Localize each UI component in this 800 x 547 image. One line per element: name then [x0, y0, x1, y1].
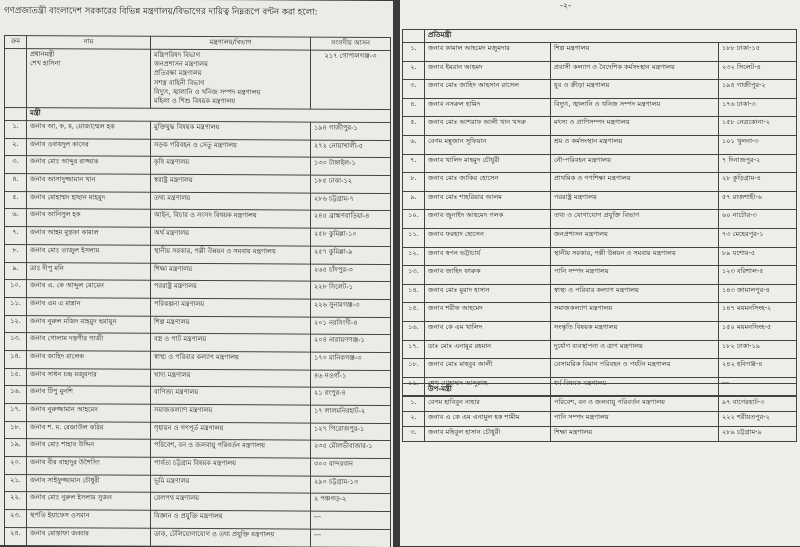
- row-ministry: মৎস্য ও প্রাণিসম্পদ মন্ত্রণালয়: [551, 117, 719, 136]
- table-row: [403, 98, 797, 117]
- row-name: জনাব শ. ম. রেজাউল করিম: [27, 421, 151, 439]
- row-ministry: ধর্ম বিষয়ক মন্ত্রণালয়: [551, 377, 719, 396]
- row-ministry: সড়ক পরিবহন ও সেতু মন্ত্রণালয়: [151, 139, 311, 158]
- row-ministry: বিদ্যুৎ, জ্বালানি ও খনিজ সম্পদ মন্ত্রণালয়: [551, 98, 719, 117]
- row-seat: ২২২ শরীয়তপুর-২: [719, 412, 797, 427]
- row-seat: ১৫৮ নেত্রকোনা-২: [719, 117, 797, 136]
- row-seat: ৯৭ বাগেরহাট-৩: [719, 397, 797, 412]
- table-row: [5, 174, 391, 194]
- row-seat: ২ পঞ্চগড়-২: [311, 494, 391, 512]
- row-sl: ১.: [5, 120, 27, 138]
- table-row: [403, 117, 797, 136]
- row-sl: ২.: [403, 412, 425, 427]
- row-seat: ২০১ নরসিংদী-৪: [311, 317, 391, 335]
- row-name: ডাঃ মোঃ এনামুর রহমান: [425, 340, 551, 359]
- row-seat: ২৯০ চট্টগ্রাম-১৩: [311, 476, 391, 494]
- row-seat: ২৮ কুড়িগ্রাম-৪: [719, 173, 797, 192]
- row-sl: ৯.: [403, 191, 425, 210]
- row-ministry: কৃষি মন্ত্রণালয়: [151, 157, 311, 176]
- table-row: [5, 244, 391, 264]
- row-name: জনাব ফরহাদ হোসেন: [425, 228, 551, 247]
- row-sl: ৪.: [5, 174, 27, 192]
- row-seat: ২০৪ নারায়ণগঞ্জ-১: [311, 334, 391, 352]
- table-row: [403, 43, 797, 62]
- row-name: জনাব মোঃ নুরুল ইসলাম সুজন: [27, 492, 151, 510]
- row-ministry: গৃহায়ন ও গণপূর্ত মন্ত্রণালয়: [151, 422, 311, 441]
- row-sl: ১৮.: [5, 421, 27, 439]
- pm-name: শেখ হাসিনা: [30, 59, 61, 68]
- table-row: [403, 359, 797, 378]
- row-seat: ৮৯ যশোর-৫: [719, 247, 797, 266]
- table-row: [403, 80, 797, 99]
- state-ministers-subhead: [403, 30, 797, 43]
- row-ministry: শ্রম ও কর্মসংস্থান মন্ত্রণালয়: [551, 135, 719, 154]
- row-ministry: আইন, বিচার ও সংসদ বিষয়ক মন্ত্রণালয়: [151, 210, 311, 229]
- row-seat: ২৩২ সিলেট-৪: [719, 61, 797, 80]
- row-name: জনাব জাহিদ মালেক: [27, 351, 151, 369]
- table-row: [5, 227, 391, 247]
- table-row: [403, 173, 797, 192]
- col-ministry: মন্ত্রণালয়/বিভাগ: [151, 36, 311, 50]
- row-seat: ৬০ নাটোর-৩: [719, 210, 797, 229]
- row-sl: ১৪.: [403, 284, 425, 303]
- row-sl: ১৩.: [403, 266, 425, 285]
- row-seat: ২২৬ সুনামগঞ্জ-৩: [311, 299, 391, 317]
- row-seat: ১৭ লালমনিরহাট-২: [311, 405, 391, 423]
- row-name: জনাব মোঃ মাহবুব আলী: [425, 359, 551, 378]
- table-row: [403, 340, 797, 359]
- row-seat: ১৩০ টাঙ্গাইল-১: [311, 157, 391, 175]
- state-ministers-table: [402, 29, 797, 396]
- row-sl: ১.: [403, 397, 425, 412]
- row-sl: ৩.: [403, 80, 425, 99]
- table-row: [403, 303, 797, 322]
- row-ministry: পরিবেশ, বন ও জলবায়ু পরিবর্তন মন্ত্রণালয়: [151, 440, 311, 459]
- table-row: [5, 350, 391, 370]
- row-sl: ২.: [403, 61, 425, 80]
- row-name: জনাব মোঃ শাহাব উদ্দিন: [27, 439, 151, 457]
- row-seat: ---: [311, 511, 391, 529]
- row-name: জনাব খালিদ মাহমুদ চৌধুরী: [425, 154, 551, 173]
- table-row: [5, 439, 391, 459]
- pm-name-cell: [27, 49, 151, 109]
- row-ministry: বাণিজ্য মন্ত্রণালয়: [151, 387, 311, 406]
- row-name: জনাব নুরুল মজিদ মাহমুদ হুমায়ূন: [27, 315, 151, 333]
- col-name: নাম: [27, 36, 151, 50]
- row-sl: ১০.: [403, 210, 425, 229]
- row-name: জনাব জাহিদ ফারুক: [425, 266, 551, 285]
- row-ministry: স্বাস্থ্য ও পরিবার কল্যাণ মন্ত্রণালয়: [551, 284, 719, 303]
- row-ministry: তথ্য মন্ত্রণালয়: [151, 192, 311, 211]
- pm-seat: ২১৭ গোপালগঞ্জ-৩: [311, 50, 391, 109]
- table-row: [5, 315, 391, 335]
- row-name: শেখ মোহাম্মদ আব্দুল্লাহ: [425, 377, 551, 396]
- row-seat: ৭ দিনাজপুর-২: [719, 154, 797, 173]
- row-ministry: শিক্ষা মন্ত্রণালয়: [551, 427, 719, 442]
- row-sl: ৯.: [5, 262, 27, 280]
- table-row: [403, 135, 797, 154]
- row-ministry: অর্থ মন্ত্রণালয়: [151, 227, 311, 246]
- row-name: জনাব মোঃ আব্দুর রাজ্জাক: [27, 156, 151, 174]
- row-name: জনাব বীর বাহাদুর উশৈসিং: [27, 457, 151, 475]
- row-name: জনাব মোঃ তাজুল ইসলাম: [27, 244, 151, 262]
- row-name: জনাব মোহাম্মদ হাছান মাহমুদ: [27, 191, 151, 209]
- row-sl: ১০.: [5, 280, 27, 298]
- row-sl: ৬.: [5, 209, 27, 227]
- row-name: জনাব আনিসুল হক: [27, 209, 151, 227]
- row-name: স্থপতি ইয়াফেস ওসমান: [27, 510, 151, 528]
- row-ministry: তথ্য ও যোগাযোগ প্রযুক্তি বিভাগ: [551, 210, 719, 229]
- table-row: [5, 421, 391, 441]
- row-name: জনাব কে এম খালিদ: [425, 321, 551, 340]
- row-sl: ১৬.: [5, 386, 27, 404]
- row-sl: ১২.: [403, 247, 425, 266]
- table-row: [403, 321, 797, 340]
- prime-minister-row: [5, 48, 391, 109]
- page-left: [0, 0, 393, 547]
- row-sl: ১৯.: [403, 377, 425, 396]
- pm-sl: [5, 48, 27, 107]
- table-row: [403, 154, 797, 173]
- row-ministry: ভূমি মন্ত্রণালয়: [151, 475, 311, 494]
- document-heading: গণপ্রজাতন্ত্রী বাংলাদেশ সরকারের বিভিন্ন মন্ত্রণালয়/বিভাগের দায়িত্ব নিম্নরূপে বন্টন করা হলো:: [4, 5, 318, 18]
- row-ministry: প্রাথমিক ও গণশিক্ষা মন্ত্রণালয়: [551, 173, 719, 192]
- row-name: জনাব আসাদুজ্জামান খান: [27, 174, 151, 192]
- row-sl: ১৪.: [5, 350, 27, 368]
- row-name: জনাব মহিবুল হাসান চৌধুরী: [425, 427, 551, 442]
- table-row: [5, 457, 391, 477]
- table-row: [5, 368, 391, 388]
- row-ministry: দুর্যোগ ব্যবস্থাপনা ও ত্রাণ মন্ত্রণালয়: [551, 340, 719, 359]
- row-ministry: পানি সম্পদ মন্ত্রণালয়: [551, 412, 719, 427]
- row-seat: ---: [311, 529, 391, 547]
- row-ministry: স্থানীয় সরকার, পল্লী উন্নয়ন ও সমবায় মন্ত্রণালয়: [151, 245, 311, 264]
- row-seat: ১৭৬ ঢাকা-৩: [719, 98, 797, 117]
- row-sl: ১.: [403, 43, 425, 62]
- row-name: জনাব শরীফ আহমেদ: [425, 303, 551, 322]
- row-sl: ৫.: [5, 191, 27, 209]
- page-number: -২-: [560, 1, 571, 10]
- row-seat: ২৩৫ মৌলভীবাজার-১: [311, 440, 391, 458]
- row-seat: ১৯৪ গাজীপুর-১: [311, 122, 391, 140]
- row-seat: ২১ রংপুর-৪: [311, 387, 391, 405]
- row-seat: ১০১ খুলনা-৩: [719, 135, 797, 154]
- deputy-ministers-table: [402, 383, 797, 442]
- row-name: জনাব জুনাইদ আহমেদ পলক: [425, 210, 551, 229]
- row-sl: ২.: [5, 138, 27, 156]
- table-row: [5, 138, 391, 158]
- row-seat: ১২৭ পিরোজপুর-১: [311, 423, 391, 441]
- row-seat: ২৬৫ চাঁদপুর-৩: [311, 264, 391, 282]
- row-seat: ৫৭ রাজশাহী-৬: [719, 191, 797, 210]
- row-sl: ৪.: [403, 98, 425, 117]
- row-name: জনাব মোঃ মুরাদ হাসান: [425, 284, 551, 303]
- row-name: জনাব ইমরান আহমদ: [425, 61, 551, 80]
- row-sl: ১৫.: [403, 303, 425, 322]
- table-row: [5, 527, 391, 547]
- row-sl: ৬.: [403, 135, 425, 154]
- row-ministry: মুক্তিযুদ্ধ বিষয়ক মন্ত্রণালয়: [151, 121, 311, 140]
- row-seat: ১৪৭ ময়মনসিংহ-২: [719, 303, 797, 322]
- row-ministry: সংস্কৃতি বিষয়ক মন্ত্রণালয়: [551, 321, 719, 340]
- row-name: জনাব স্বপন ভট্টাচার্য: [425, 247, 551, 266]
- row-ministry: যুব ও ক্রীড়া মন্ত্রণালয়: [551, 80, 719, 99]
- row-sl: ৭.: [5, 227, 27, 245]
- row-name: বেগম মন্নুজান সুফিয়ান: [425, 135, 551, 154]
- row-sl: ১৯.: [5, 439, 27, 457]
- pm-ministries: মন্ত্রিপরিষদ বিভাগ জনপ্রশাসন মন্ত্রণালয় প্রতিরক্ষা মন্ত্রণালয় সশস্ত্র বাহিনী বিভাগ বিদ্যুৎ, জ্বালানি ও খনিজ সম্পদ মন্ত্রণালয় মহিলা ও শিশু বিষয়ক মন্ত্রণালয়: [151, 49, 311, 109]
- table-row: [403, 228, 797, 247]
- table-row: [5, 297, 391, 317]
- page-right: [400, 0, 800, 546]
- row-ministry: পররাষ্ট্র মন্ত্রণালয়: [151, 280, 311, 299]
- row-name: জনাব আহম মুস্তফা কামাল: [27, 227, 151, 245]
- row-seat: ২৭২ নোয়াখালী-৫: [311, 140, 391, 158]
- row-seat: ২২৮ সিলেট-১: [311, 281, 391, 299]
- row-ministry: খাদ্য মন্ত্রণালয়: [151, 369, 311, 388]
- table-row: [5, 333, 391, 353]
- row-sl: ১১.: [403, 228, 425, 247]
- row-sl: ১৭.: [5, 403, 27, 421]
- row-ministry: শিল্প মন্ত্রণালয়: [551, 43, 719, 62]
- row-seat: ১৮৮ ঢাকা-১৫: [719, 43, 797, 62]
- table-row: [5, 474, 391, 494]
- row-name: জনাব এ কে এম এনামুল হক শামীম: [425, 412, 551, 427]
- col-seat: সংসদীয় আসন: [311, 37, 391, 50]
- row-sl: ২৩.: [5, 510, 27, 528]
- table-row: [403, 427, 797, 442]
- row-name: জনাব কামাল আহমেদ মজুমদার: [425, 43, 551, 62]
- row-sl: ২৪.: [5, 527, 27, 545]
- row-seat: ---: [719, 377, 797, 396]
- state-ministers-title: প্রতিমন্ত্রী: [425, 30, 797, 43]
- row-seat: ১৪৩ জামালপুর-৪: [719, 284, 797, 303]
- row-ministry: পররাষ্ট্র মন্ত্রণালয়: [551, 191, 719, 210]
- row-ministry: শিক্ষা মন্ত্রণালয়: [151, 263, 311, 282]
- row-name: জনাব এম এ মান্নান: [27, 297, 151, 315]
- row-name: জনাব সাধন চন্দ্র মজুমদার: [27, 368, 151, 386]
- table-row: [5, 403, 391, 423]
- row-sl: ১৭.: [403, 340, 425, 359]
- row-seat: ১৫০ ময়মনসিংহ-৫: [719, 321, 797, 340]
- row-sl: ১৬.: [403, 321, 425, 340]
- row-seat: ২৮৬ চট্টগ্রাম-৭: [311, 193, 391, 211]
- row-name: জনাব নুরুজ্জামান আহমেদ: [27, 404, 151, 422]
- row-sl: ১৩.: [5, 333, 27, 351]
- row-ministry: সমাজকল্যাণ মন্ত্রণালয়: [151, 404, 311, 423]
- row-seat: ২৮৯ চট্টগ্রাম-৯: [719, 427, 797, 442]
- row-ministry: রেলপথ মন্ত্রণালয়: [151, 493, 311, 512]
- table-row: [403, 191, 797, 210]
- table-row: [5, 492, 391, 512]
- row-ministry: বেসামরিক বিমান পরিবহন ও পর্যটন মন্ত্রণালয়: [551, 359, 719, 378]
- pm-title: প্রধানমন্ত্রী: [30, 50, 55, 59]
- table-row: [5, 120, 391, 140]
- row-ministry: পরিকল্পনা মন্ত্রণালয়: [151, 298, 311, 317]
- row-ministry: পরিবেশ, বন ও জলবায়ু পরিবর্তন মন্ত্রণালয়: [551, 397, 719, 412]
- row-seat: ২৫৮ কুমিল্লা-১০: [311, 228, 391, 246]
- row-seat: ১৭০ মানিকগঞ্জ-৩: [311, 352, 391, 370]
- row-name: জনাব গোলাম দস্তগীর গাজী: [27, 333, 151, 351]
- row-ministry: জনপ্রশাসন মন্ত্রণালয়: [551, 228, 719, 247]
- row-ministry: সমাজকল্যাণ মন্ত্রণালয়: [551, 303, 719, 322]
- row-sl: ২১.: [5, 474, 27, 492]
- row-sl: ৩.: [403, 427, 425, 442]
- table-row: [5, 386, 391, 406]
- table-row: [5, 280, 391, 300]
- row-ministry: স্থানীয় সরকার, পল্লী উন্নয়ন ও সমবায় মন্ত্রণালয়: [551, 247, 719, 266]
- row-seat: ২৪৫ ব্রাহ্মণবাড়িয়া-৪: [311, 211, 391, 229]
- row-sl: ১৮.: [403, 359, 425, 378]
- row-name: জনাব সাইফুজ্জামান চৌধুরী: [27, 474, 151, 492]
- table-row: [403, 61, 797, 80]
- ministers-title: মন্ত্রী: [27, 108, 391, 123]
- row-name: জনাব ওবায়দুল কাদের: [27, 138, 151, 156]
- row-sl: ১৫.: [5, 368, 27, 386]
- row-ministry: বিজ্ঞান ও প্রযুক্তি মন্ত্রণালয়: [151, 510, 311, 529]
- row-sl: ২২.: [5, 492, 27, 510]
- row-name: জনাব টিপু মুনশি: [27, 386, 151, 404]
- row-name: জনাব আ, ক, ম, মোজাম্মেল হক: [27, 121, 151, 139]
- row-seat: ২৫৭ কুমিল্লা-৯: [311, 246, 391, 264]
- row-sl: ৮.: [403, 173, 425, 192]
- row-name: বেগম হাবিবুন নাহার: [425, 397, 551, 412]
- row-name: জনাব মোঃ জাকির হোসেন: [425, 173, 551, 192]
- row-ministry: বস্ত্র ও পাট মন্ত্রণালয়: [151, 334, 311, 353]
- table-row: [5, 209, 391, 229]
- row-name: জনাব এ. কে আব্দুল মোমেন: [27, 280, 151, 298]
- table-row: [403, 397, 797, 412]
- table-row: [403, 284, 797, 303]
- row-sl: ১১.: [5, 297, 27, 315]
- table-row: [5, 262, 391, 282]
- row-seat: ৪৬ নওগাঁ-১: [311, 370, 391, 388]
- row-seat: ১৯৫ গাজীপুর-২: [719, 80, 797, 99]
- row-name: ডাঃ দীপু মনি: [27, 262, 151, 280]
- table-row: [403, 210, 797, 229]
- table-row: [403, 412, 797, 427]
- table-row: [5, 191, 391, 211]
- row-name: জনাব মোঃ জাহিদ আহসান রাসেল: [425, 80, 551, 99]
- row-ministry: স্বাস্থ্য ও পরিবার কল্যাণ মন্ত্রণালয়: [151, 351, 311, 370]
- row-sl: ১২.: [5, 315, 27, 333]
- row-ministry: নৌ-পরিবহন মন্ত্রণালয়: [551, 154, 719, 173]
- deputy-ministers-title: উপ-মন্ত্রী: [425, 384, 797, 397]
- row-name: জনাব মোস্তাফা জব্বার: [27, 527, 151, 545]
- row-seat: ৭৩ মেহেরপুর-১: [719, 228, 797, 247]
- row-seat: ১৮২ ঢাকা-১৯: [719, 340, 797, 359]
- row-name: জনাব মোঃ আশরাফ আলী খান খসরু: [425, 117, 551, 136]
- table-row: [5, 510, 391, 530]
- ministers-table: [4, 35, 391, 547]
- row-seat: ১৮৫ ঢাকা-১২: [311, 175, 391, 193]
- row-sl: ২০.: [5, 457, 27, 475]
- row-sl: ৫.: [403, 117, 425, 136]
- col-sl: ক্রম: [5, 35, 27, 48]
- table-row: [403, 266, 797, 285]
- row-ministry: শিল্প মন্ত্রণালয়: [151, 316, 311, 335]
- row-seat: ২৪২ হবিগঞ্জ-৪: [719, 359, 797, 378]
- row-name: জনাব নসরুল হামিদ: [425, 98, 551, 117]
- row-sl: ৭.: [403, 154, 425, 173]
- row-ministry: স্বরাষ্ট্র মন্ত্রণালয়: [151, 174, 311, 193]
- table-row: [403, 247, 797, 266]
- deputy-ministers-subhead: [403, 384, 797, 397]
- row-ministry: প্রবাসী কল্যাণ ও বৈদেশিক কর্মসংস্থান মন্ত্রণালয়: [551, 61, 719, 80]
- row-ministry: পানি সম্পদ মন্ত্রণালয়: [551, 266, 719, 285]
- row-sl: ৮.: [5, 244, 27, 262]
- row-seat: ৩০০ বান্দরবান: [311, 458, 391, 476]
- row-sl: ৩.: [5, 156, 27, 174]
- row-name: জনাব মোঃ শাহরিয়ার আলম: [425, 191, 551, 210]
- row-ministry: পার্বত্য চট্টগ্রাম বিষয়ক মন্ত্রণালয়: [151, 457, 311, 476]
- row-seat: ১২৩ বরিশাল-৫: [719, 266, 797, 285]
- table-row: [5, 156, 391, 176]
- row-ministry: ডাক, টেলিযোগাযোগ ও তথ্য প্রযুক্তি মন্ত্রণালয়: [151, 528, 311, 547]
